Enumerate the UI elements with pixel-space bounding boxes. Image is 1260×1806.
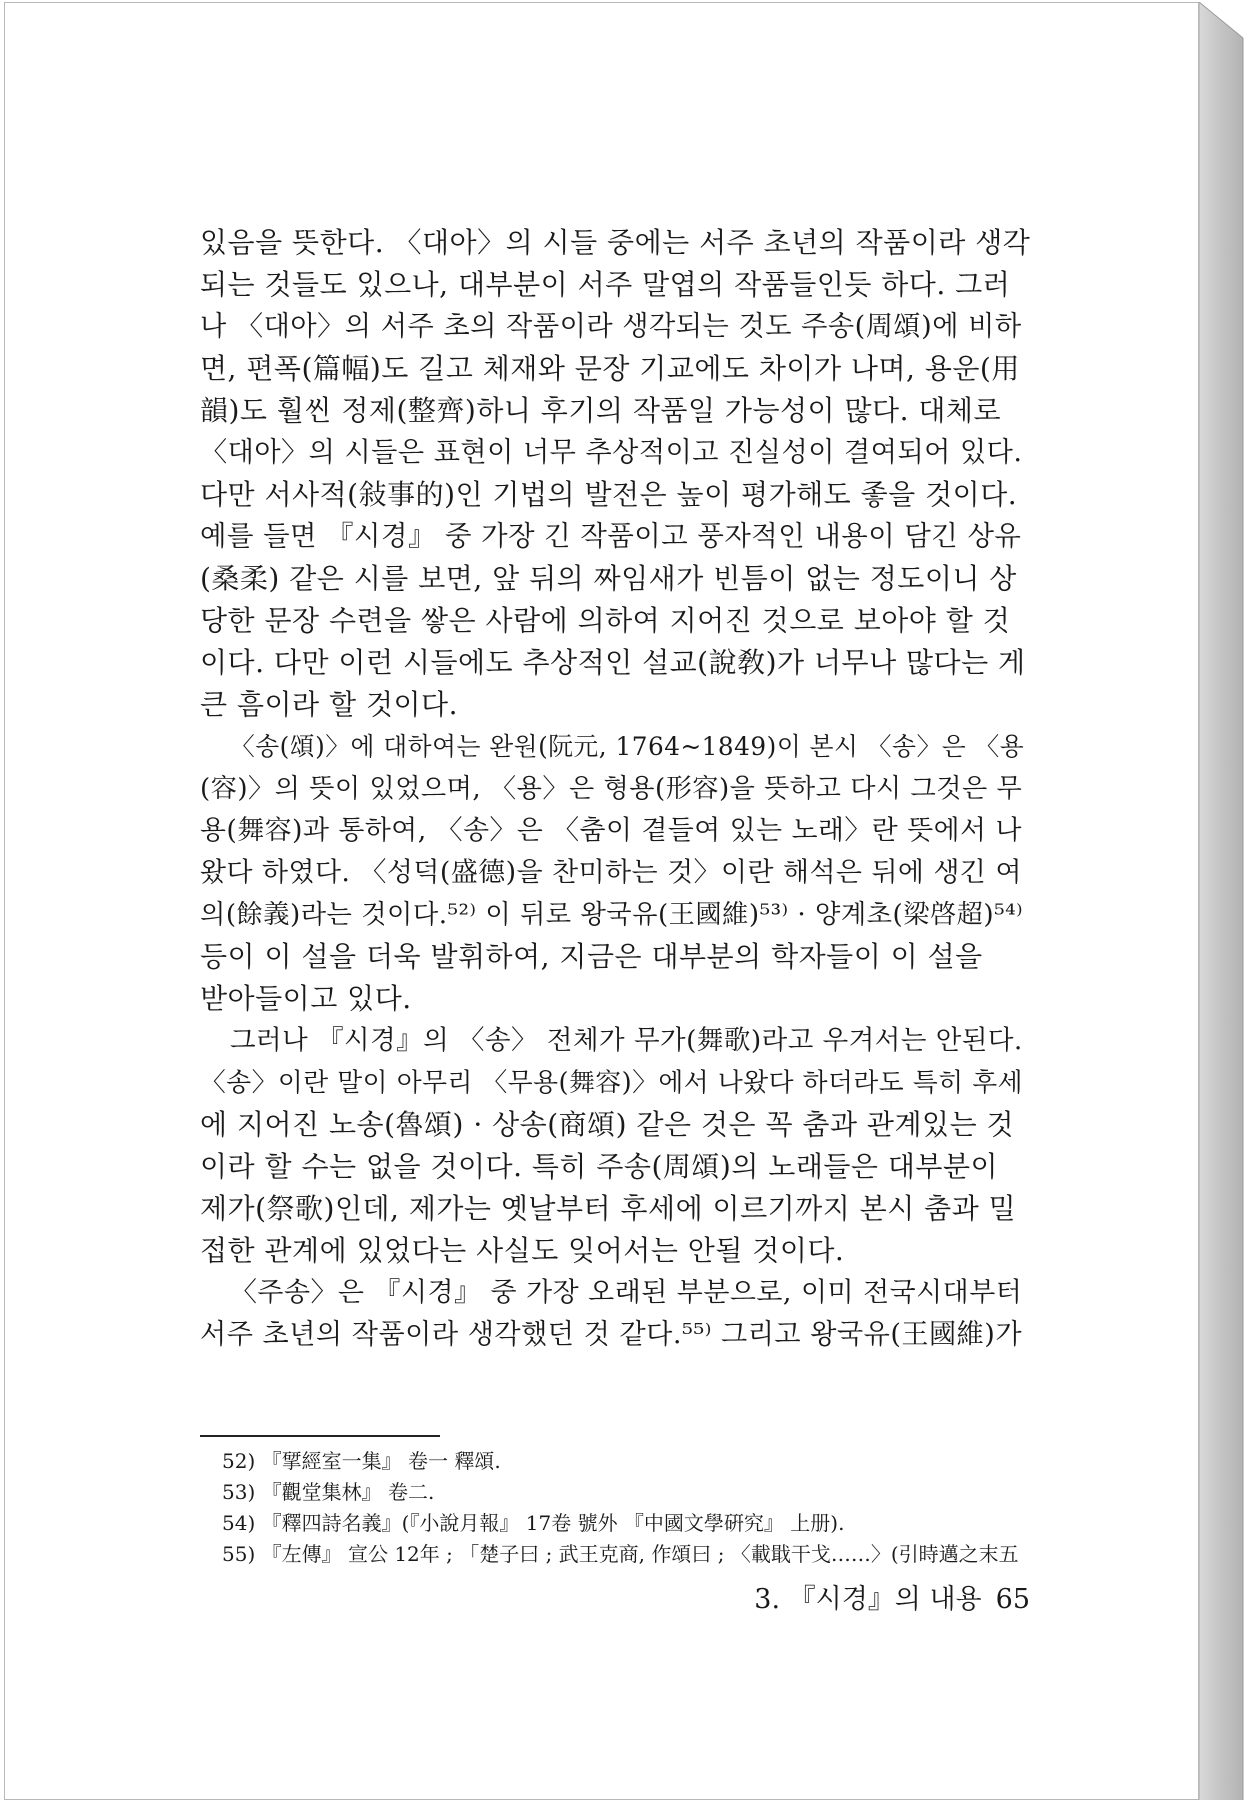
body-line: 받아들이고 있다.	[200, 982, 412, 1015]
page-number: 65	[995, 1584, 1030, 1615]
paragraph-start-line: 〈송(頌)〉에 대하여는 완원(阮元, 1764~1849)이 본시 〈송〉은 〈용	[230, 732, 1025, 761]
footnotes	[222, 1446, 1032, 1570]
body-line: 접한 관계에 있었다는 사실도 잊어서는 안될 것이다.	[200, 1234, 845, 1267]
body-line: 있음을 뜻한다. 〈대아〉의 시들 중에는 서주 초년의 작품이라 생각	[200, 226, 1031, 259]
body-line: 에 지어진 노송(魯頌) · 상송(商頌) 같은 것은 꼭 춤과 관계있는 것	[200, 1108, 1015, 1141]
footnote: 55) 『左傳』 宣公 12年 ; 「楚子曰 ; 武王克商, 作頌曰 ; 〈載戢干戈……〉(引時邁之末五	[222, 1542, 1019, 1566]
paragraph-start-line: 〈주송〉은 『시경』 중 가장 오래된 부분으로, 이미 전국시대부터	[230, 1277, 1023, 1308]
body-line: 〈송〉이란 말이 아무리 〈무용(舞容)〉에서 나왔다 하더라도 특히 후세	[200, 1068, 1023, 1098]
paragraph-start-line: 그러나 『시경』의 〈송〉 전체가 무가(舞歌)라고 우겨서는 안된다.	[230, 1025, 1023, 1056]
body-line: 서주 초년의 작품이라 생각했던 것 같다.⁵⁵⁾ 그리고 왕국유(王國維)가	[200, 1319, 1023, 1350]
body-line: 면, 편폭(篇幅)도 길고 체재와 문장 기교에도 차이가 나며, 용운(用	[200, 352, 1020, 385]
body-line: 이다. 다만 이런 시들에도 추상적인 설교(說敎)가 너무나 많다는 게	[200, 646, 1026, 679]
body-line: 용(舞容)과 통하여, 〈송〉은 〈춤이 곁들여 있는 노래〉란 뜻에서 나	[200, 815, 1022, 846]
body-line: 나 〈대아〉의 서주 초의 작품이라 생각되는 것도 주송(周頌)에 비하	[200, 311, 1022, 342]
body-line: 韻)도 훨씬 정제(整齊)하니 후기의 작품일 가능성이 많다. 대체로	[200, 394, 1002, 427]
book-edge-graphic	[1199, 2, 1249, 1800]
footnote: 53) 『觀堂集林』 卷二.	[222, 1480, 435, 1504]
book-page-edge	[1199, 2, 1249, 1800]
body-line: (容)〉의 뜻이 있었으며, 〈용〉은 형용(形容)을 뜻하고 다시 그것은 무	[200, 774, 1023, 804]
body-line: (桑柔) 같은 시를 보면, 앞 뒤의 짜임새가 빈틈이 없는 정도이니 상	[200, 562, 1017, 595]
body-line: 등이 이 설을 더욱 발휘하여, 지금은 대부분의 학자들이 이 설을	[200, 940, 983, 973]
footnote: 52) 『揅經室一集』 卷一 釋頌.	[222, 1449, 501, 1473]
body-line: 왔다 하였다. 〈성덕(盛德)을 찬미하는 것〉이란 해석은 뒤에 생긴 여	[200, 857, 1022, 888]
body-line: 당한 문장 수련을 쌓은 사람에 의하여 지어진 것으로 보아야 할 것	[200, 604, 1011, 637]
running-title: 3. 『시경』의 내용	[754, 1584, 982, 1615]
body-line: 큰 흠이라 할 것이다.	[200, 688, 458, 721]
body-line: 제가(祭歌)인데, 제가는 옛날부터 후세에 이르기까지 본시 춤과 밀	[200, 1192, 1017, 1225]
footnote: 54) 『釋四詩名義』(『小說月報』 17卷 號外 『中國文學硏究』 上册).	[222, 1511, 845, 1535]
body-line: 예를 들면 『시경』 중 가장 긴 작품이고 풍자적인 내용이 담긴 상유	[200, 521, 1022, 552]
body-text	[200, 222, 1030, 1356]
body-line: 의(餘義)라는 것이다.⁵²⁾ 이 뒤로 왕국유(王國維)⁵³⁾ · 양계초(梁啓超)⁵⁴⁾	[200, 900, 1024, 930]
footnote-divider	[200, 1435, 440, 1437]
body-line: 〈대아〉의 시들은 표현이 너무 추상적이고 진실성이 결여되어 있다.	[200, 437, 1023, 468]
body-line: 다만 서사적(敍事的)인 기법의 발전은 높이 평가해도 좋을 것이다.	[200, 478, 1018, 511]
page-footer	[730, 1580, 1030, 1620]
body-line: 되는 것들도 있으나, 대부분이 서주 말엽의 작품들인듯 하다. 그러	[200, 268, 1011, 301]
body-line: 이라 할 수는 없을 것이다. 특히 주송(周頌)의 노래들은 대부분이	[200, 1150, 999, 1183]
